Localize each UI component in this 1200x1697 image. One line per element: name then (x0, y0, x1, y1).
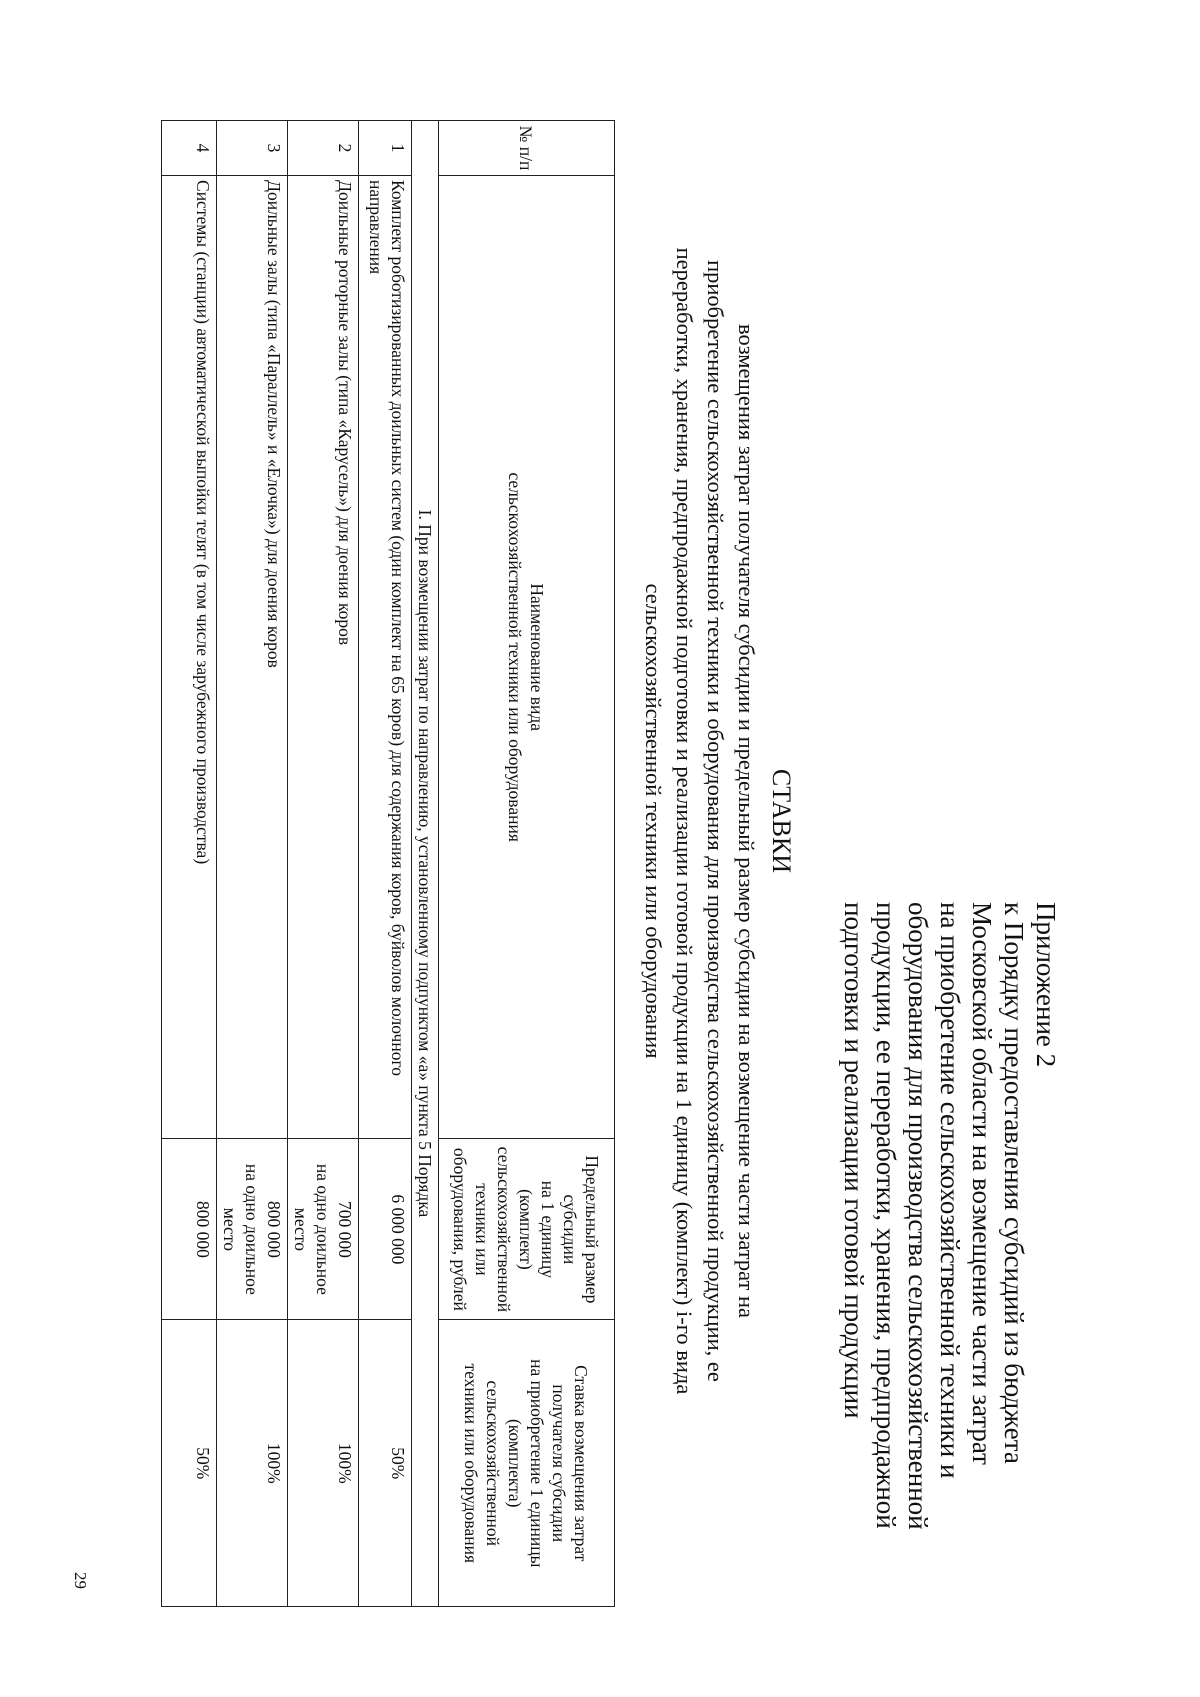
header-rate-line: сельскохозяйственной (483, 1380, 504, 1546)
table-row (217, 121, 288, 1607)
header-limit-line: субсидии (560, 1194, 581, 1265)
header-name-line: сельскохозяйственной техники или оборудования (505, 472, 526, 842)
page-number: 29 (71, 1572, 90, 1589)
header-limit (439, 1139, 615, 1320)
header-rate (439, 1320, 615, 1607)
row-limit-value: 800 000 (193, 1200, 213, 1258)
row-limit (162, 1139, 217, 1320)
header-limit-line: оборудования, рублей (450, 1147, 471, 1311)
row-rate: 50% (359, 1320, 412, 1607)
subtitle-line: возмещения затрат получателя субсидии и предельный размер субсидии на возмещение части затрат на (734, 324, 759, 1318)
header-rate-line: (комплекта) (505, 1418, 526, 1508)
row-limit-note: на одно доильное место (220, 1163, 262, 1295)
appendix-header (838, 902, 1062, 1562)
header-num: № п/п (439, 121, 615, 176)
section-row (412, 121, 439, 1607)
row-limit (217, 1139, 288, 1320)
subtitle-line: переработки, хранения, предпродажной подготовки и реализации готовой продукции на 1 единицу (комплект) i-го вида (672, 247, 697, 1395)
row-rate: 50% (162, 1320, 217, 1607)
row-rate: 100% (217, 1320, 288, 1607)
appendix-line: на приобретение сельскохозяйственной техники и (935, 902, 965, 1479)
header-rate-line: Ставка возмещения затрат (571, 1365, 592, 1562)
section-title: I. При возмещении затрат по направлению, установленному подпунктом «а» пункта 5 Порядка (412, 121, 439, 1607)
header-limit-line: техники или (472, 1183, 493, 1276)
row-name: Комплект роботизированных доильных систем (один комплект на 65 коров) для содержания коров, буйволов молочного направления (359, 176, 412, 1139)
row-name: Доильные залы (типа «Параллель» и «Елочка») для доения коров (217, 176, 288, 1139)
appendix-line: к Порядку предоставления субсидий из бюджета (999, 902, 1029, 1464)
header-limit-line: сельскохозяйственной (494, 1146, 515, 1313)
row-num: 3 (217, 121, 288, 176)
appendix-line: продукции, ее переработки, хранения, предпродажной (871, 902, 901, 1529)
header-rate-line: техники или оборудования (461, 1363, 482, 1564)
table-row (162, 121, 217, 1607)
appendix-line: подготовки и реализации готовой продукции (839, 902, 869, 1419)
row-rate: 100% (288, 1320, 359, 1607)
document-subtitle (638, 126, 762, 1516)
row-limit-value: 6 000 000 (388, 1194, 408, 1265)
row-name: Доильные роторные залы (типа «Карусель») для доения коров (288, 176, 359, 1139)
appendix-line: оборудования для производства сельскохозяйственной (903, 902, 933, 1530)
row-limit-value: 800 000 (264, 1200, 284, 1258)
appendix-line: Приложение 2 (1031, 902, 1061, 1068)
row-name: Системы (станции) автоматической выпойки телят (в том числе зарубежного производства) (162, 176, 217, 1139)
table-row (359, 121, 412, 1607)
row-limit-note: на одно доильное место (291, 1163, 333, 1295)
document-title: СТАВКИ (767, 768, 796, 874)
header-rate-line: получателя субсидии (549, 1384, 570, 1543)
subtitle-line: сельскохозяйственной техники или оборудования (641, 583, 666, 1059)
table-header-row (439, 121, 615, 1607)
row-num: 2 (288, 121, 359, 176)
row-limit-value: 700 000 (335, 1200, 355, 1258)
row-num: 1 (359, 121, 412, 176)
header-rate-line: на приобретение 1 единицы (527, 1359, 548, 1568)
row-limit (288, 1139, 359, 1320)
table-row (288, 121, 359, 1607)
header-limit-line: на 1 единицу (комплект) (516, 1180, 559, 1279)
header-name-line: Наименование вида (527, 583, 548, 732)
rates-table (161, 120, 615, 1607)
row-limit (359, 1139, 412, 1320)
title-block (638, 126, 796, 1516)
header-name (439, 176, 615, 1139)
row-num: 4 (162, 121, 217, 176)
appendix-line: Московской области на возмещение части затрат (967, 902, 997, 1465)
subtitle-line: приобретение сельскохозяйственной техники и оборудования для производства сельскохозяйственной продукции, ее (703, 260, 728, 1382)
header-limit-line: Предельный размер (582, 1155, 603, 1304)
